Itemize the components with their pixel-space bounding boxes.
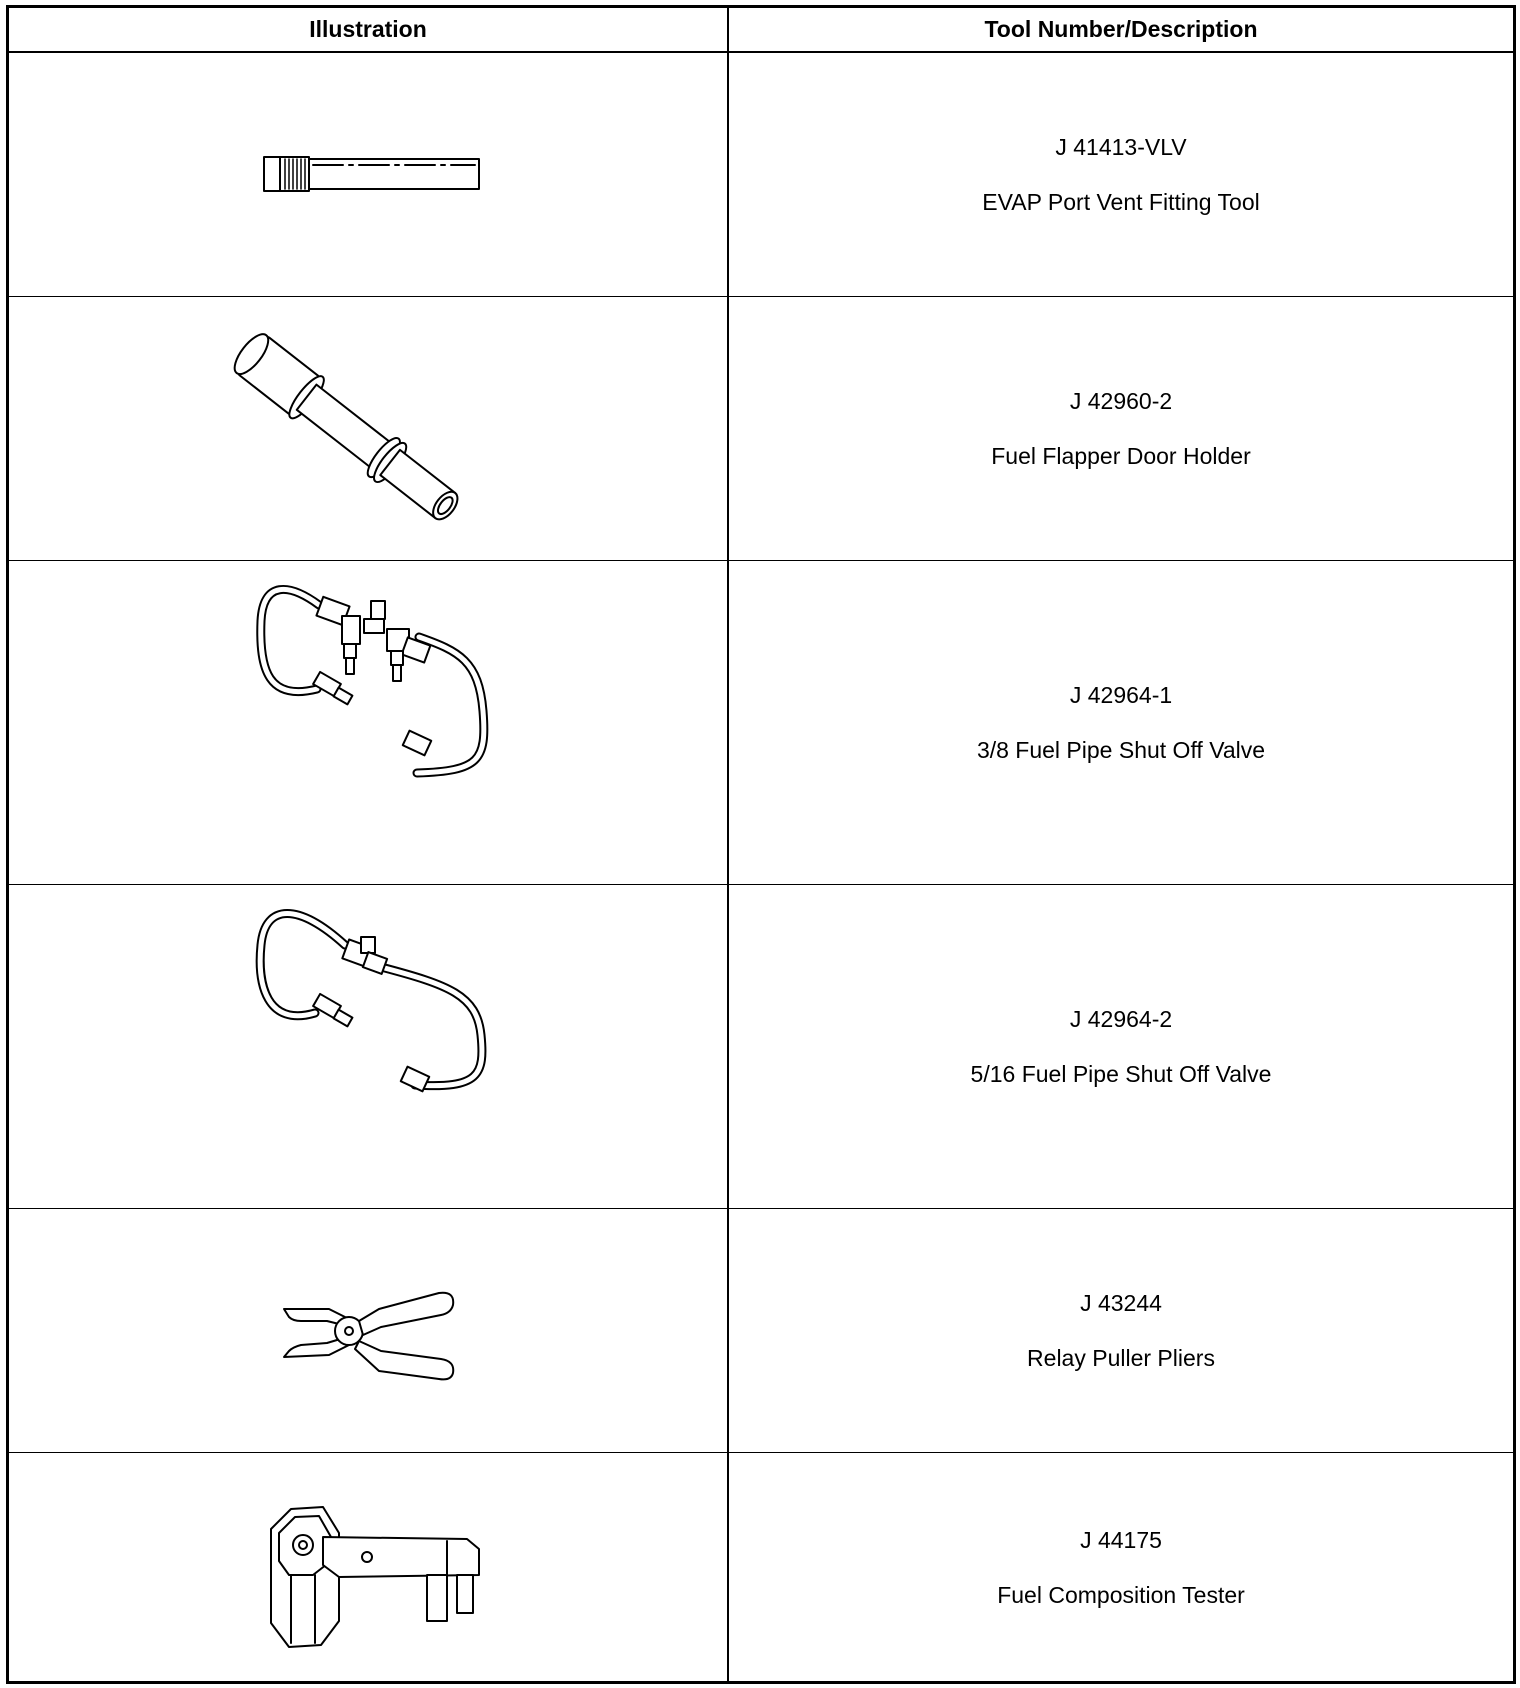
tool-description: EVAP Port Vent Fitting Tool bbox=[982, 189, 1260, 215]
tool-description-cell bbox=[727, 561, 1513, 884]
tool-description: Relay Puller Pliers bbox=[1027, 1345, 1215, 1371]
table-row bbox=[9, 53, 1513, 297]
illustration-column-header: Illustration bbox=[309, 16, 427, 42]
tool-description: 5/16 Fuel Pipe Shut Off Valve bbox=[970, 1061, 1272, 1087]
tool-description-cell bbox=[727, 297, 1513, 560]
tool-description: 3/8 Fuel Pipe Shut Off Valve bbox=[976, 737, 1266, 763]
fuel-composition-tester-illustration bbox=[9, 1453, 727, 1681]
tool-description: Fuel Flapper Door Holder bbox=[991, 443, 1251, 469]
table-row bbox=[9, 1453, 1513, 1681]
tool-number: J 41413-VLV bbox=[1055, 134, 1187, 160]
tool-number: J 42960-2 bbox=[1069, 388, 1173, 414]
table-row bbox=[9, 885, 1513, 1209]
tool-description-cell bbox=[727, 53, 1513, 296]
three-eighths-shut-off-valve-illustration bbox=[9, 561, 727, 884]
special-tools-table bbox=[6, 5, 1516, 1684]
tool-number: J 42964-1 bbox=[1069, 682, 1173, 708]
relay-puller-pliers-illustration bbox=[9, 1209, 727, 1452]
tool-column-header: Tool Number/Description bbox=[727, 8, 1513, 51]
fuel-flapper-door-holder-illustration bbox=[9, 297, 727, 560]
table-row bbox=[9, 1209, 1513, 1453]
tool-description-cell bbox=[727, 1209, 1513, 1452]
table-header-row bbox=[9, 8, 1513, 53]
tool-number: J 43244 bbox=[1080, 1290, 1162, 1316]
tool-description-cell bbox=[727, 1453, 1513, 1681]
five-sixteenths-shut-off-valve-illustration bbox=[9, 885, 727, 1208]
tool-description: Fuel Composition Tester bbox=[997, 1581, 1245, 1608]
table-row bbox=[9, 561, 1513, 885]
evap-vent-fitting-tool-illustration bbox=[9, 53, 727, 296]
table-row bbox=[9, 297, 1513, 561]
tool-description-cell bbox=[727, 885, 1513, 1208]
tool-number: J 42964-2 bbox=[1069, 1006, 1173, 1032]
tool-number: J 44175 bbox=[1080, 1526, 1162, 1553]
